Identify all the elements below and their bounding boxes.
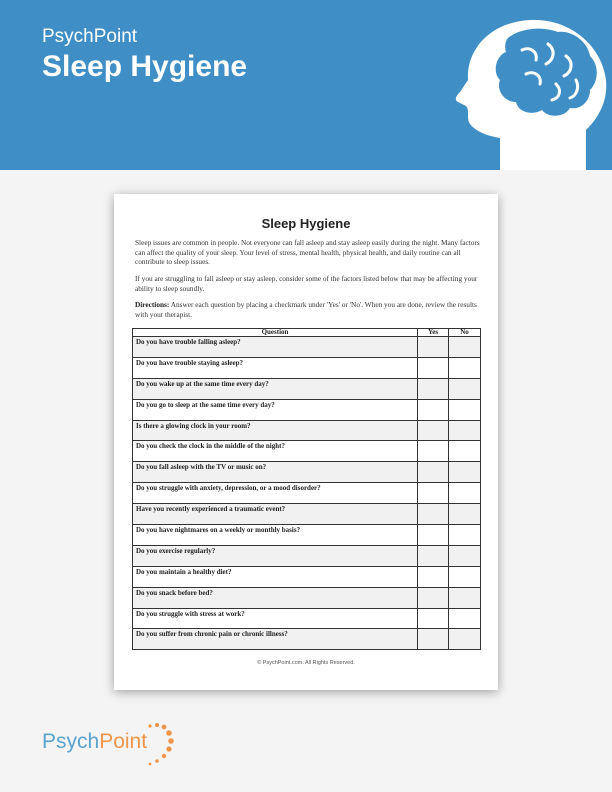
question-text: Do you struggle with anxiety, depression, or a mood disorder? <box>133 483 418 504</box>
no-checkbox-cell[interactable] <box>449 525 481 546</box>
question-text: Do you go to sleep at the same time every day? <box>133 399 418 420</box>
no-checkbox-cell[interactable] <box>449 566 481 587</box>
no-checkbox-cell[interactable] <box>449 483 481 504</box>
yes-checkbox-cell[interactable] <box>418 357 449 378</box>
header-no: No <box>449 329 481 337</box>
copyright-footer: © PsychPoint.com. All Rights Reserved. <box>257 660 355 666</box>
question-text: Do you have trouble falling asleep? <box>133 337 418 358</box>
question-text: Is there a glowing clock in your room? <box>133 420 418 441</box>
question-text: Do you wake up at the same time every day? <box>133 378 418 399</box>
table-row <box>133 357 481 378</box>
head-brain-icon <box>430 10 612 170</box>
no-checkbox-cell[interactable] <box>449 399 481 420</box>
table-row <box>133 504 481 525</box>
no-checkbox-cell[interactable] <box>449 337 481 358</box>
page-title: Sleep Hygiene <box>42 50 248 83</box>
no-checkbox-cell[interactable] <box>449 441 481 462</box>
yes-checkbox-cell[interactable] <box>418 608 449 629</box>
yes-checkbox-cell[interactable] <box>418 378 449 399</box>
yes-checkbox-cell[interactable] <box>418 337 449 358</box>
no-checkbox-cell[interactable] <box>449 420 481 441</box>
no-checkbox-cell[interactable] <box>449 504 481 525</box>
yes-checkbox-cell[interactable] <box>418 441 449 462</box>
question-text: Do you maintain a healthy diet? <box>133 566 418 587</box>
table-row <box>133 337 481 358</box>
directions-label: Directions: <box>135 300 170 309</box>
yes-checkbox-cell[interactable] <box>418 545 449 566</box>
table-row <box>133 629 481 650</box>
intro-paragraph: Sleep issues are common in people. Not everyone can fall asleep and stay asleep easily during the night. Many factors can affect the quality of your sleep. Your level of stress, mental health, physical health, and daily routine can all contribute to sleep issues. <box>135 238 480 267</box>
table-row <box>133 608 481 629</box>
table-row <box>133 545 481 566</box>
brand-name: PsychPoint <box>42 26 138 47</box>
table-row <box>133 378 481 399</box>
table-row <box>133 420 481 441</box>
yes-checkbox-cell[interactable] <box>418 462 449 483</box>
worksheet-page <box>114 194 498 690</box>
directions-text: Answer each question by placing a checkmark under 'Yes' or 'No'. When you are done, review the results with your therapist. <box>135 300 477 319</box>
no-checkbox-cell[interactable] <box>449 545 481 566</box>
question-text: Do you exercise regularly? <box>133 545 418 566</box>
header-question: Question <box>133 329 418 337</box>
no-checkbox-cell[interactable] <box>449 357 481 378</box>
question-text: Do you suffer from chronic pain or chronic illness? <box>133 629 418 650</box>
yes-checkbox-cell[interactable] <box>418 420 449 441</box>
question-text: Do you snack before bed? <box>133 587 418 608</box>
logo-text-psych: Psych <box>42 730 100 753</box>
no-checkbox-cell[interactable] <box>449 378 481 399</box>
question-text: Do you fall asleep with the TV or music on? <box>133 462 418 483</box>
yes-checkbox-cell[interactable] <box>418 525 449 546</box>
header-banner <box>0 0 612 170</box>
table-row <box>133 399 481 420</box>
no-checkbox-cell[interactable] <box>449 462 481 483</box>
table-row <box>133 587 481 608</box>
question-text: Do you have trouble staying asleep? <box>133 357 418 378</box>
factors-paragraph: If you are struggling to fall asleep or stay asleep, consider some of the factors listed below that may be affecting your ability to sleep soundly. <box>135 274 478 293</box>
no-checkbox-cell[interactable] <box>449 587 481 608</box>
no-checkbox-cell[interactable] <box>449 629 481 650</box>
questions-table <box>132 328 481 650</box>
question-text: Do you struggle with stress at work? <box>133 608 418 629</box>
yes-checkbox-cell[interactable] <box>418 587 449 608</box>
psychpoint-logo <box>42 722 202 772</box>
question-text: Do you have nightmares on a weekly or monthly basis? <box>133 525 418 546</box>
logo-text-point: Point <box>99 730 148 753</box>
table-row <box>133 566 481 587</box>
table-row <box>133 462 481 483</box>
table-row <box>133 525 481 546</box>
yes-checkbox-cell[interactable] <box>418 566 449 587</box>
directions-paragraph <box>135 300 481 319</box>
table-row <box>133 441 481 462</box>
yes-checkbox-cell[interactable] <box>418 629 449 650</box>
question-text: Do you check the clock in the middle of the night? <box>133 441 418 462</box>
question-text: Have you recently experienced a traumatic event? <box>133 504 418 525</box>
table-row <box>133 483 481 504</box>
header-yes: Yes <box>418 329 449 337</box>
table-header-row <box>133 329 481 337</box>
yes-checkbox-cell[interactable] <box>418 399 449 420</box>
no-checkbox-cell[interactable] <box>449 608 481 629</box>
yes-checkbox-cell[interactable] <box>418 483 449 504</box>
worksheet-title: Sleep Hygiene <box>261 216 351 231</box>
logo-dots-icon <box>132 722 202 772</box>
yes-checkbox-cell[interactable] <box>418 504 449 525</box>
